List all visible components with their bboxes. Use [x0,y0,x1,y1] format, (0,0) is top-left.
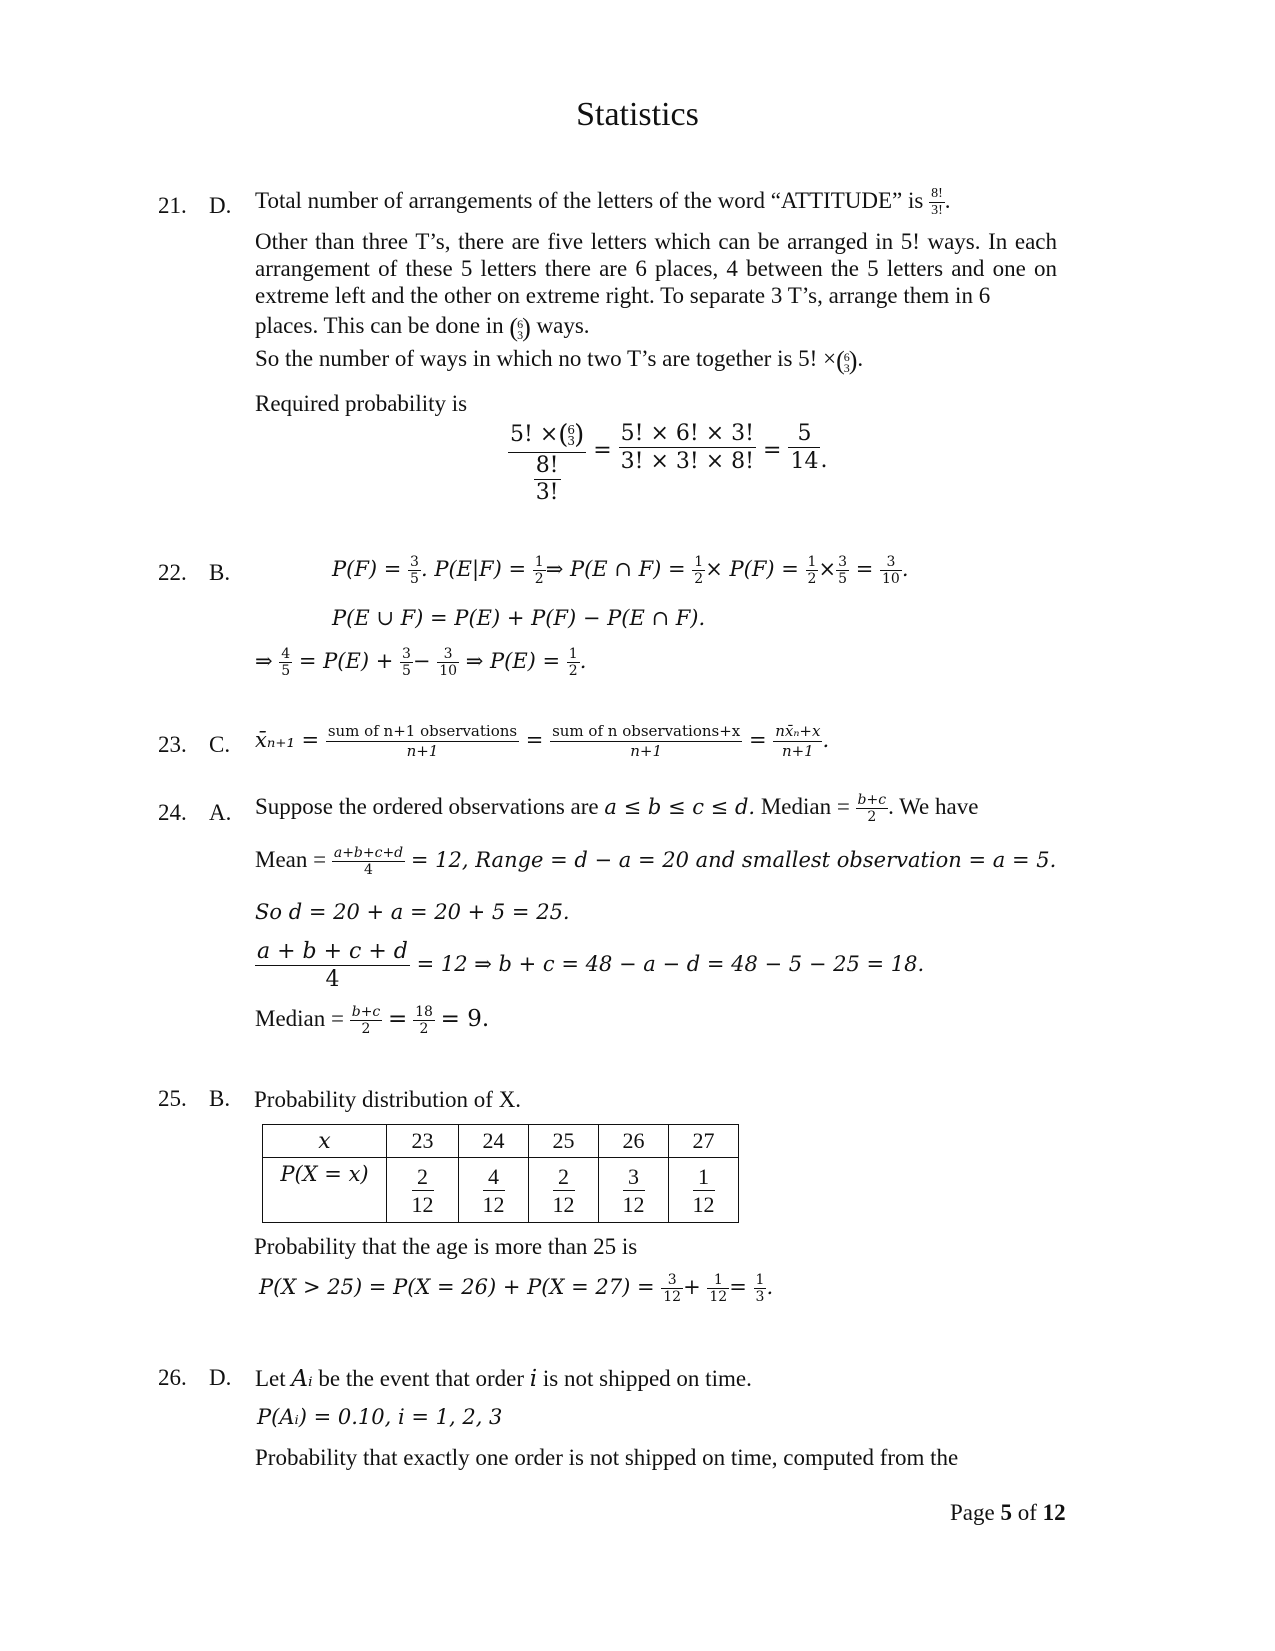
answer-letter: A. [209,800,232,825]
q22-line2: P(E ∪ F) = P(E) + P(F) − P(E ∩ F). [332,606,706,630]
page-number: Page 5 of 12 [950,1500,1066,1525]
table-row [263,1125,739,1158]
table-cell: 26 [599,1125,669,1158]
q26-line1: Let Aᵢ be the event that order i is not shipped on time. [255,1366,752,1392]
table-cell: $\frac{2}{12}$ [529,1158,599,1223]
q24-line3: So d = 20 + a = 20 + 5 = 25. [255,900,570,924]
table-header-cell: x [263,1125,387,1158]
table-cell: 24 [459,1125,529,1158]
answer-letter: C. [209,732,231,757]
q21-places-line: places. This can be done in ( 6 3 ) ways. [255,312,590,342]
answer-letter: B. [209,1086,231,1111]
fraction: $\frac{8!}{3!}$ [931,186,943,218]
table-cell: $\frac{4}{12}$ [459,1158,529,1223]
q24-line2: Mean = $\frac{a+b+c+d}{4}$ = 12, Range = d − a = 20 and smallest observation = a = 5. [255,845,1057,878]
question-number: 22. [158,560,187,585]
q25-age-line: Probability that the age is more than 25 is [254,1234,638,1259]
table-header-cell: P(X = x) [263,1158,387,1223]
q24-line4: $\frac{a + b + c + d}{4}$ = 12 ⇒ b + c = 48 − a − d = 48 − 5 − 25 = 18. [257,939,925,992]
distribution-table [262,1124,739,1223]
table-cell: 25 [529,1125,599,1158]
q21-so-line: So the number of ways in which no two T’s are together is 5! ×( 6 3 ). [255,345,864,375]
question-number: 26. [158,1365,187,1390]
question-number: 21. [158,193,187,218]
answer-letter: B. [209,560,231,585]
binomial: ( 6 3 ) [509,312,531,342]
question-number: 23. [158,732,187,757]
table-cell: 27 [669,1125,739,1158]
q24-line5: Median = $\frac{b+c}{2}$ = $\frac{18}{2}$ = 9. [255,1004,490,1037]
q21-required: Required probability is [255,391,468,416]
question-number: 25. [158,1086,187,1111]
q21-paragraph: Other than three T’s, there are five letters which can be arranged in 5! ways. In each arrangement of these 5 letters there are 6 places, 4 between the 5 letters and one on extreme left and the other on extreme right. To separate 3 T’s, arrange them in 6 [255,229,1057,308]
page-title: Statistics [576,96,699,133]
table-cell: $\frac{3}{12}$ [599,1158,669,1223]
q26-line3: Probability that exactly one order is not shipped on time, computed from the [255,1445,959,1470]
q25-equation: P(X > 25) = P(X = 26) + P(X = 27) = $\frac{3}{12}$ + $\frac{1}{12}$ = $\frac{1}{3}$ . [259,1272,774,1305]
q23-equation: x̄ₙ₊₁ = sum of n+1 observations n+1 = sum of n observations+x n+1 = $\frac{\text{nx̄ₙ+x}}{n+1}$ . [255,722,830,760]
q21-line1: Total number of arrangements of the letters of the word “ATTITUDE” is $\frac{8!}{3!}$ . [255,186,951,218]
q24-line1: Suppose the ordered observations are a ≤ b ≤ c ≤ d. Median = $\frac{b+c}{2}$ . We have [255,792,979,825]
table-cell: 23 [387,1125,459,1158]
q22-line1: P(F) = $\frac{3}{5}$ . P(E|F) = $\frac{1}{2}$ ⇒ P(E ∩ F) = $\frac{1}{2}$ × P(F) = $\frac{1}{2}$ × $\frac{3}{5}$ = $\frac{3}{10}$ . [332,554,909,587]
q25-heading: Probability distribution of X. [254,1087,522,1112]
answer-letter: D. [209,1365,232,1390]
table-cell: $\frac{1}{12}$ [669,1158,739,1223]
binomial: ( 6 3 ) [836,345,858,375]
table-cell: $\frac{2}{12}$ [387,1158,459,1223]
table-row [263,1158,739,1223]
q21-equation: 5! ×( 6 3 ) $\frac{8!}{3!}$ = $\frac{5! \times 6! \times 3!}{3! \times 3! \times 8!}$ = $\frac{5}{14}$ . [510,420,828,505]
q22-line3: ⇒ $\frac{4}{5}$ = P(E) + $\frac{3}{5}$ − $\frac{3}{10}$ ⇒ P(E) = $\frac{1}{2}$ . [255,646,587,679]
answer-letter: D. [209,193,232,218]
q26-line2: P(Aᵢ) = 0.10, i = 1, 2, 3 [257,1405,503,1429]
question-number: 24. [158,800,187,825]
